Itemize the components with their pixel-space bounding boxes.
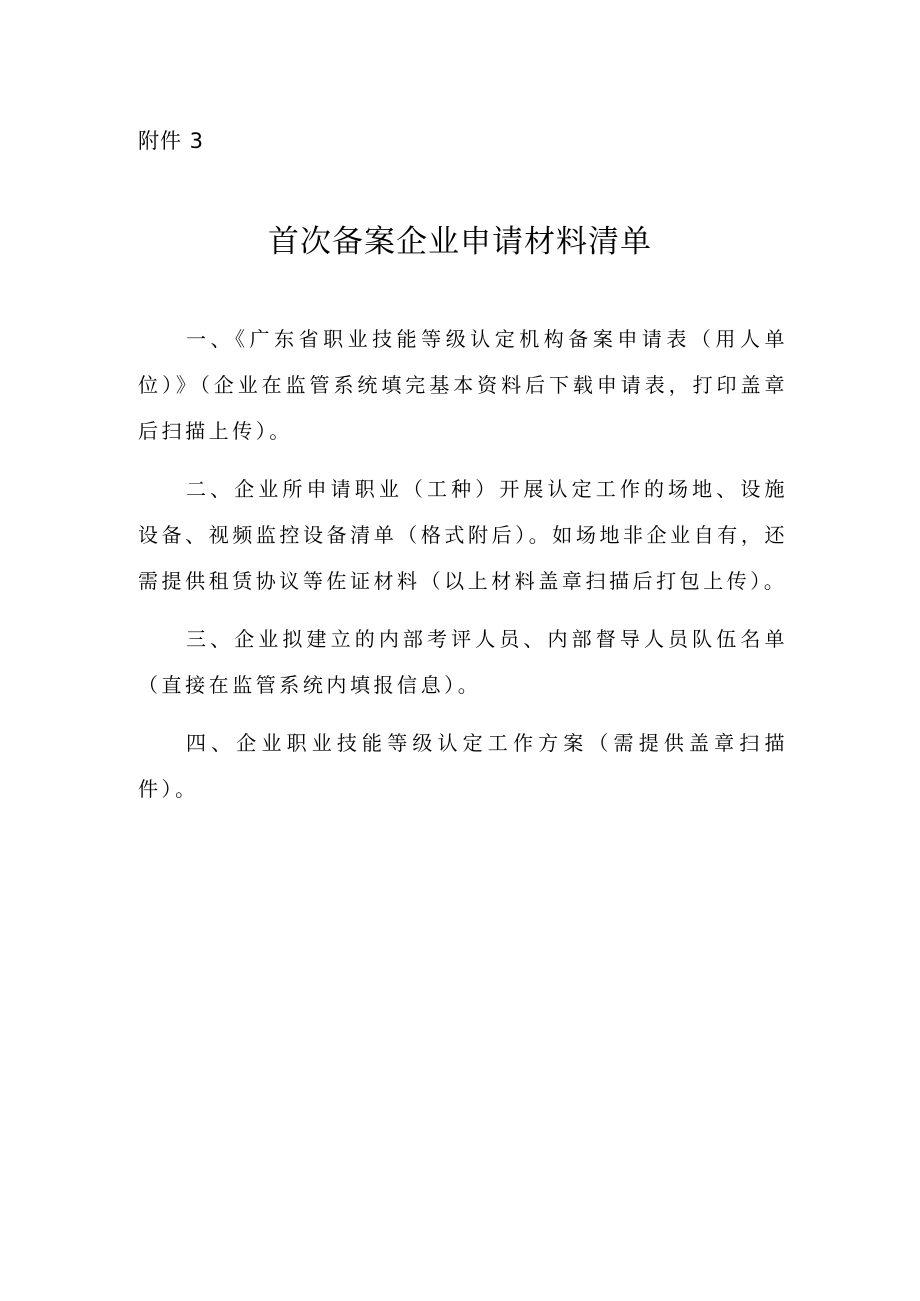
paragraph-item-3: 三、企业拟建立的内部考评人员、内部督导人员队伍名单（直接在监管系统内填报信息）。 bbox=[138, 627, 788, 697]
document-title: 首次备案企业申请材料清单 bbox=[268, 224, 652, 260]
paragraph-item-1: 一、《广东省职业技能等级认定机构备案申请表（用人单位）》（企业在监管系统填完基本资料后下载申请表，打印盖章后扫描上传）。 bbox=[138, 327, 788, 443]
paragraph-item-4: 四、企业职业技能等级认定工作方案（需提供盖章扫描件）。 bbox=[138, 731, 788, 801]
paragraph-item-2: 二、企业所申请职业（工种）开展认定工作的场地、设施设备、视频监控设备清单（格式附后）。如场地非企业自有，还需提供租赁协议等佐证材料（以上材料盖章扫描后打包上传）。 bbox=[138, 477, 788, 593]
attachment-label: 附件 3 bbox=[138, 129, 205, 153]
document-body bbox=[138, 316, 788, 824]
